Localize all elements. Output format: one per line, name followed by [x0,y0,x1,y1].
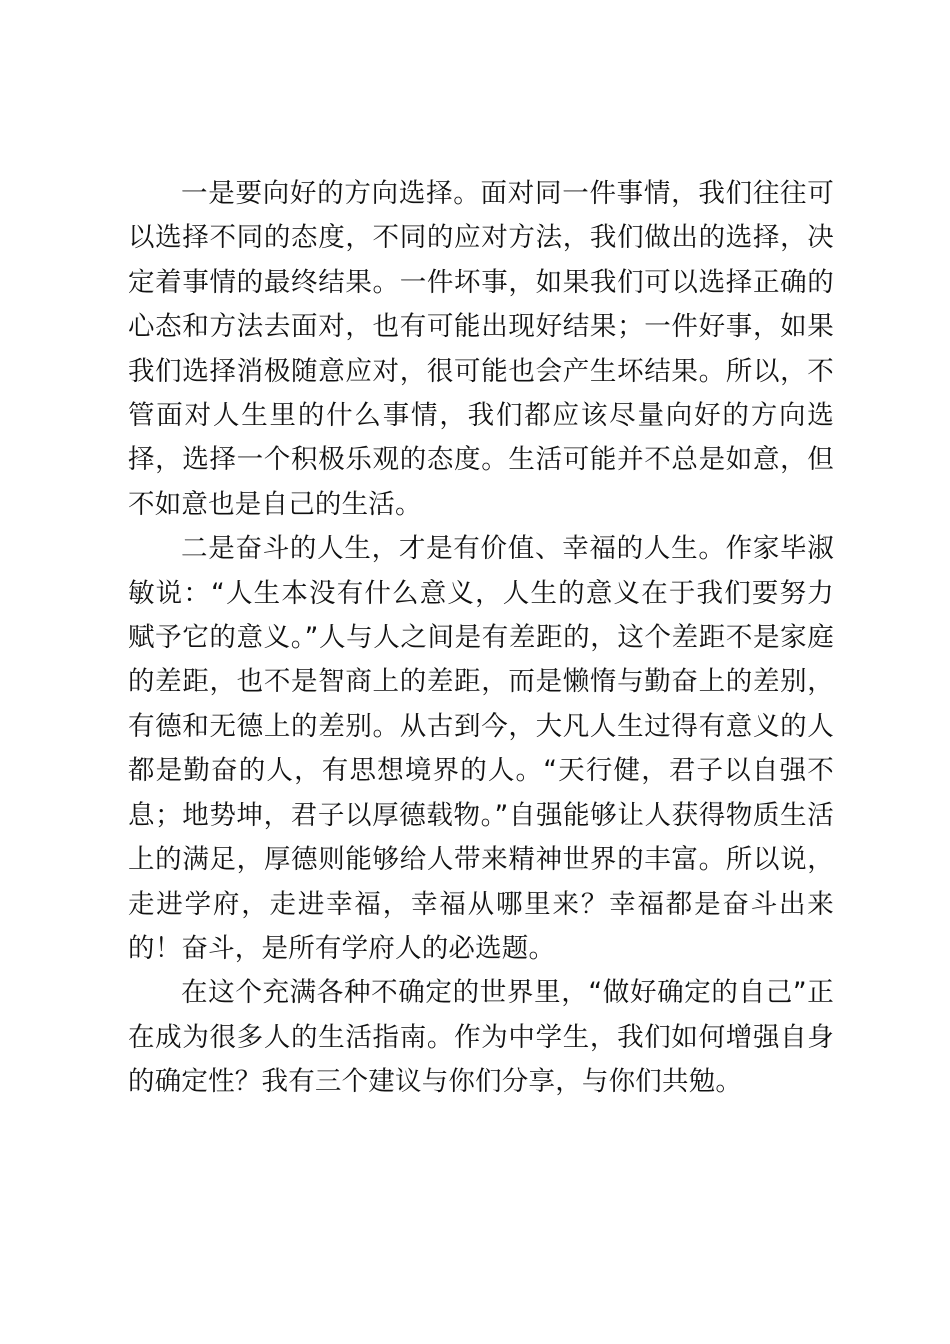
body-text [128,172,834,1105]
paragraph-2: 二是奋斗的人生，才是有价值、幸福的人生。作家毕淑敏说：“人生本没有什么意义，人生的意义在于我们要努力赋予它的意义。”人与人之间是有差距的，这个差距不是家庭的差距，也不是智商上的差距，而是懒惰与勤奋上的差别，有德和无德上的差别。从古到今，大凡人生过得有意义的人都是勤奋的人，有思想境界的人。“天行健，君子以自强不息；地势坤，君子以厚德载物。”自强能够让人获得物质生活上的满足，厚德则能够给人带来精神世界的丰富。所以说，走进学府，走进幸福，幸福从哪里来？幸福都是奋斗出来的！奋斗，是所有学府人的必选题。 [128,533,834,964]
paragraph-1: 一是要向好的方向选择。面对同一件事情，我们往往可以选择不同的态度，不同的应对方法，我们做出的选择，决定着事情的最终结果。一件坏事，如果我们可以选择正确的心态和方法去面对，也有可能出现好结果；一件好事，如果我们选择消极随意应对，很可能也会产生坏结果。所以，不管面对人生里的什么事情，我们都应该尽量向好的方向选择，选择一个积极乐观的态度。生活可能并不总是如意，但不如意也是自己的生活。 [128,178,834,520]
paragraph-3: 在这个充满各种不确定的世界里，“做好确定的自己”正在成为很多人的生活指南。作为中学生，我们如何增强自身的确定性？我有三个建议与你们分享，与你们共勉。 [128,977,834,1098]
